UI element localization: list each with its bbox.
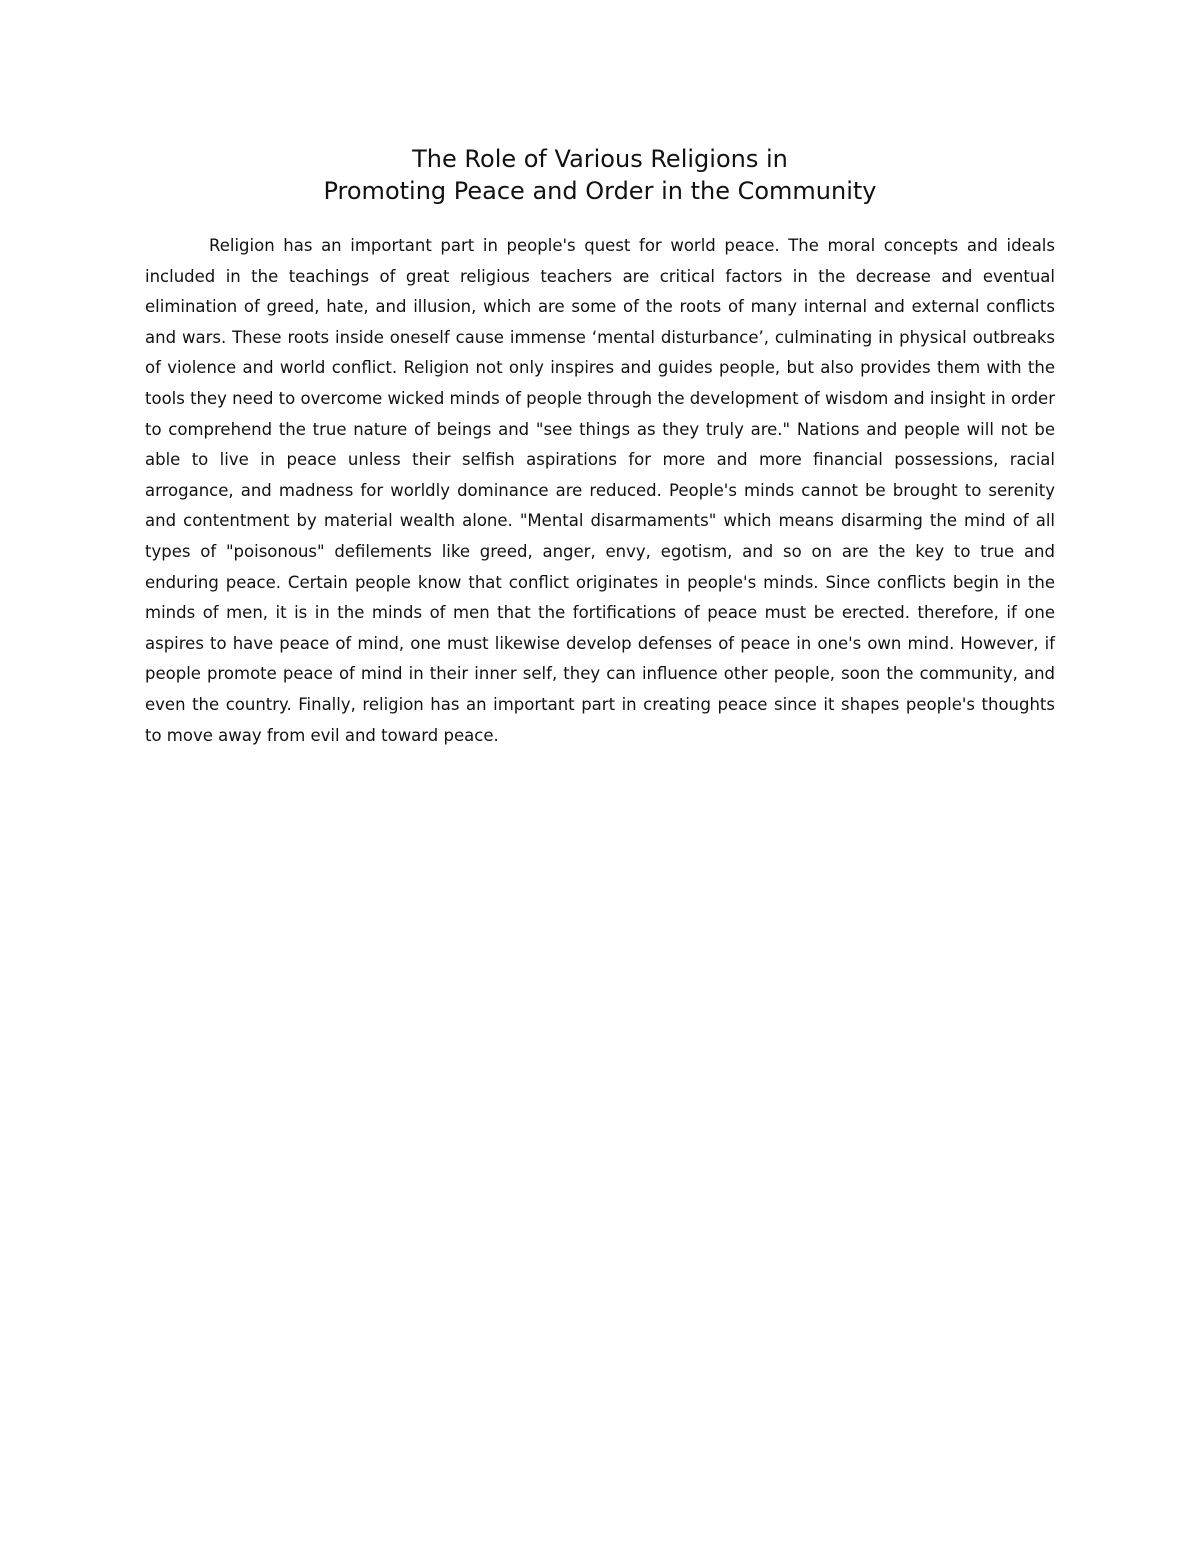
title-line-2: Promoting Peace and Order in the Community [323, 177, 877, 205]
document-title [145, 143, 1055, 207]
title-line-1: The Role of Various Religions in [412, 145, 788, 173]
body-paragraph: Religion has an important part in people's quest for world peace. The moral concepts and ideals included in the teachings of great religious teachers are critical factors in the decrease and eventual elimination of greed, hate, and illusion, which are some of the roots of many internal and external conflicts and wars. These roots inside oneself cause immense ‘mental disturbance’, culminating in physical outbreaks of violence and world conflict. Religion not only inspires and guides people, but also provides them with the tools they need to overcome wicked minds of people through the development of wisdom and insight in order to comprehend the true nature of beings and "see things as they truly are." Nations and people will not be able to live in peace unless their selfish aspirations for more and more financial possessions, racial arrogance, and madness for worldly dominance are reduced. People's minds cannot be brought to serenity and contentment by material wealth alone. "Mental disarmaments" which means disarming the mind of all types of "poisonous" defilements like greed, anger, envy, egotism, and so on are the key to true and enduring peace. Certain people know that conflict originates in people's minds. Since conflicts begin in the minds of men, it is in the minds of men that the fortifications of peace must be erected. therefore, if one aspires to have peace of mind, one must likewise develop defenses of peace in one's own mind. However, if people promote peace of mind in their inner self, they can influence other people, soon the community, and even the country. Finally, religion has an important part in creating peace since it shapes people's thoughts to move away from evil and toward peace. [145, 236, 1055, 745]
